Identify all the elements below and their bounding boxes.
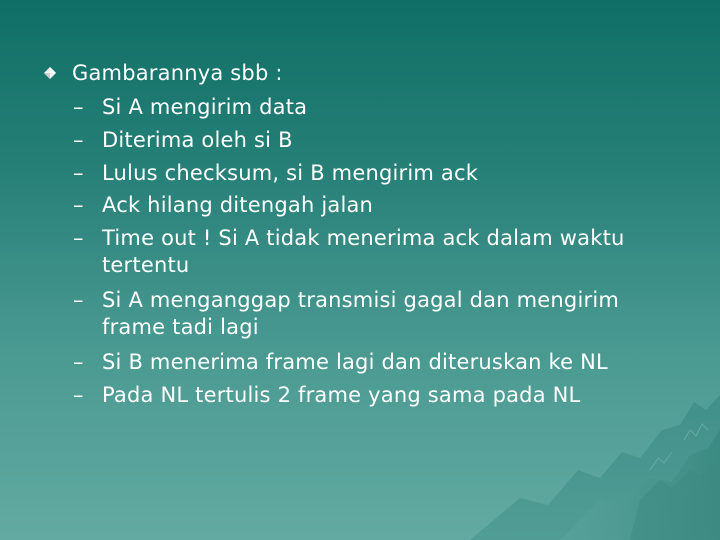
sub-bullet-text-continuation: tertentu xyxy=(102,252,190,277)
sub-bullet-item xyxy=(73,157,713,190)
dash-bullet-icon: – xyxy=(73,193,84,218)
dash-bullet-icon: – xyxy=(73,95,84,119)
sub-bullet-text: Time out ! Si A tidak menerima ack dalam waktu xyxy=(102,226,625,251)
sub-bullet-text-continuation: frame tadi lagi xyxy=(102,314,259,339)
sub-bullet-list xyxy=(73,91,713,411)
dash-bullet-icon: – xyxy=(73,349,84,374)
sub-bullet-item xyxy=(73,124,713,157)
sub-bullet-item xyxy=(73,379,713,412)
sub-bullet-text: Lulus checksum, si B mengirim ack xyxy=(102,160,479,185)
dash-bullet-icon: – xyxy=(73,127,84,152)
main-bullet-text: Gambarannya sbb : xyxy=(72,61,283,85)
sub-bullet-item xyxy=(73,284,713,342)
sub-bullet-text: Diterima oleh si B xyxy=(102,127,293,152)
sub-bullet-item xyxy=(73,189,713,222)
sub-bullet-text: Si A mengirim data xyxy=(102,95,308,119)
sub-bullet-item xyxy=(73,91,713,124)
dash-bullet-icon: – xyxy=(73,226,84,251)
sub-bullet-text: Ack hilang ditengah jalan xyxy=(102,193,374,218)
sub-bullet-text: Pada NL tertulis 2 frame yang sama pada NL xyxy=(102,382,581,407)
diamond-bullet-icon xyxy=(44,67,56,79)
dash-bullet-icon: – xyxy=(73,160,84,185)
dash-bullet-icon: – xyxy=(73,382,84,407)
sub-bullet-text: Si A menganggap transmisi gagal dan mengirim xyxy=(102,287,620,312)
sub-bullet-text: Si B menerima frame lagi dan diteruskan ke NL xyxy=(102,349,608,374)
dash-bullet-icon: – xyxy=(73,287,84,312)
sub-bullet-item xyxy=(73,346,713,379)
sub-bullet-item xyxy=(73,222,713,280)
